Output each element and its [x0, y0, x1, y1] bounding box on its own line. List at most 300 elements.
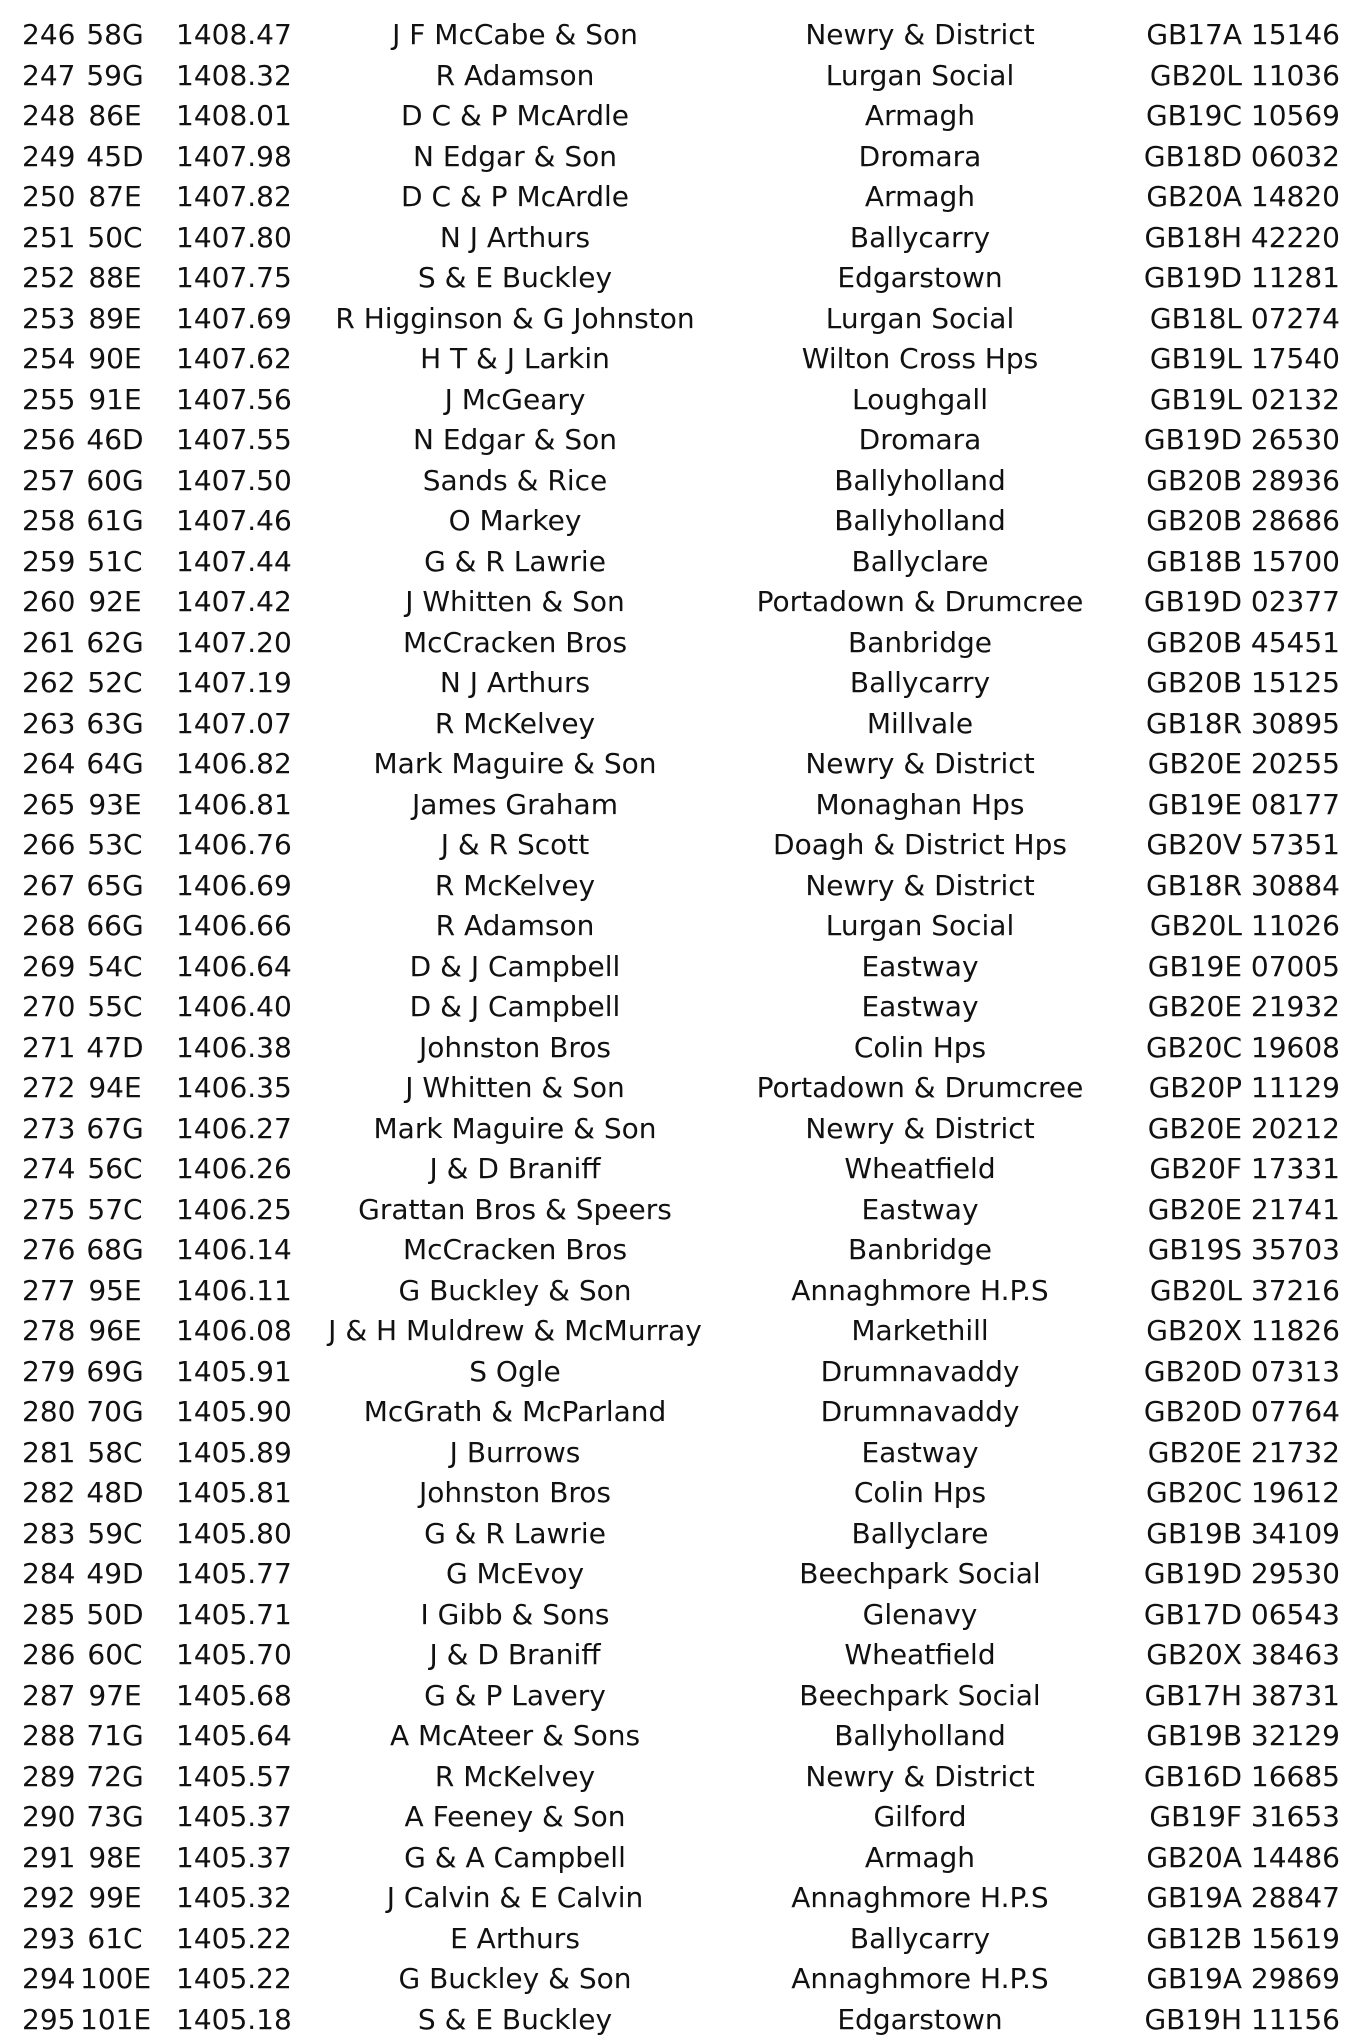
- club-cell: Loughgall: [852, 382, 988, 416]
- velocity-cell: 1407.07: [176, 706, 292, 740]
- position-cell: 290: [22, 1800, 76, 1833]
- section-cell: 47D: [86, 1030, 144, 1064]
- club-cell: Eastway: [861, 1192, 979, 1226]
- club-cell: Banbridge: [848, 1233, 992, 1266]
- fancier-name-cell: J & R Scott: [440, 828, 590, 861]
- table-row: [0, 258, 1361, 299]
- section-cell: 86E: [88, 99, 142, 132]
- club-cell: Dromara: [858, 139, 982, 173]
- table-row: [0, 744, 1361, 785]
- position-cell: 266: [22, 828, 76, 861]
- table-row: [0, 1595, 1361, 1636]
- ring-number-cell: GB18H 42220: [1144, 220, 1340, 254]
- club-cell: Armagh: [864, 180, 976, 213]
- fancier-name-cell: D C & P McArdle: [401, 99, 629, 132]
- fancier-name-cell: N Edgar & Son: [412, 423, 618, 456]
- position-cell: 276: [22, 1233, 76, 1266]
- club-cell: Glenavy: [862, 1597, 978, 1631]
- velocity-cell: 1407.19: [176, 666, 292, 699]
- section-cell: 59G: [86, 58, 144, 92]
- table-row: [0, 1878, 1361, 1919]
- ring-number-cell: GB20V 57351: [1146, 828, 1340, 861]
- fancier-name-cell: A McAteer & Sons: [389, 1719, 641, 1752]
- table-row: [0, 299, 1361, 340]
- ring-number-cell: GB18B 15700: [1146, 544, 1340, 578]
- position-cell: 249: [22, 139, 76, 173]
- fancier-name-cell: G & R Lawrie: [424, 544, 606, 578]
- ring-number-cell: GB19A 28847: [1146, 1881, 1340, 1914]
- club-cell: Millvale: [866, 706, 974, 740]
- velocity-cell: 1405.37: [176, 1840, 292, 1874]
- fancier-name-cell: McCracken Bros: [402, 625, 628, 659]
- ring-number-cell: GB20E 20255: [1147, 747, 1340, 780]
- table-row: [0, 1757, 1361, 1798]
- position-cell: 279: [22, 1354, 76, 1388]
- ring-number-cell: GB20C 19608: [1145, 1030, 1340, 1064]
- velocity-cell: 1407.50: [176, 463, 292, 497]
- section-cell: 49D: [86, 1557, 144, 1590]
- club-cell: Ballycarry: [849, 1921, 991, 1955]
- fancier-name-cell: J Calvin & E Calvin: [386, 1881, 644, 1914]
- club-cell: Beechpark Social: [799, 1678, 1041, 1712]
- table-row: [0, 501, 1361, 542]
- fancier-name-cell: N J Arthurs: [439, 666, 591, 699]
- position-cell: 284: [22, 1557, 76, 1590]
- fancier-name-cell: D C & P McArdle: [401, 180, 629, 213]
- velocity-cell: 1405.68: [176, 1678, 292, 1712]
- table-row: [0, 1028, 1361, 1069]
- club-cell: Edgarstown: [837, 2002, 1003, 2036]
- ring-number-cell: GB20B 28936: [1146, 463, 1340, 497]
- ring-number-cell: GB19E 07005: [1147, 949, 1340, 983]
- table-row: [0, 542, 1361, 583]
- club-cell: Newry & District: [805, 747, 1035, 780]
- table-row: [0, 582, 1361, 623]
- position-cell: 292: [22, 1881, 76, 1914]
- club-cell: Ballycarry: [849, 666, 991, 699]
- velocity-cell: 1408.32: [176, 58, 292, 92]
- ring-number-cell: GB17D 06543: [1143, 1597, 1340, 1631]
- fancier-name-cell: D & J Campbell: [409, 949, 621, 983]
- position-cell: 293: [22, 1921, 76, 1955]
- position-cell: 294: [22, 1962, 76, 1995]
- table-row: [0, 866, 1361, 907]
- table-row: [0, 1068, 1361, 1109]
- table-row: [0, 987, 1361, 1028]
- position-cell: 254: [22, 342, 76, 375]
- table-row: [0, 704, 1361, 745]
- ring-number-cell: GB19A 29869: [1146, 1962, 1340, 1995]
- section-cell: 94E: [88, 1071, 142, 1104]
- position-cell: 273: [22, 1111, 76, 1145]
- table-row: [0, 623, 1361, 664]
- velocity-cell: 1408.01: [176, 99, 292, 132]
- section-cell: 92E: [88, 585, 142, 618]
- section-cell: 45D: [86, 139, 144, 173]
- velocity-cell: 1405.91: [176, 1354, 292, 1388]
- position-cell: 286: [22, 1638, 76, 1671]
- ring-number-cell: GB17H 38731: [1144, 1678, 1340, 1712]
- ring-number-cell: GB19B 32129: [1146, 1719, 1340, 1752]
- position-cell: 278: [22, 1314, 76, 1347]
- velocity-cell: 1406.82: [176, 747, 292, 780]
- velocity-cell: 1405.57: [176, 1759, 292, 1793]
- fancier-name-cell: J Whitten & Son: [405, 585, 625, 618]
- table-row: [0, 420, 1361, 461]
- section-cell: 91E: [88, 382, 142, 416]
- club-cell: Beechpark Social: [799, 1557, 1041, 1590]
- velocity-cell: 1407.44: [176, 544, 292, 578]
- velocity-cell: 1405.18: [176, 2002, 292, 2036]
- position-cell: 281: [22, 1435, 76, 1469]
- velocity-cell: 1405.71: [176, 1597, 292, 1631]
- fancier-name-cell: R McKelvey: [434, 1759, 596, 1793]
- ring-number-cell: GB20F 17331: [1149, 1152, 1340, 1185]
- fancier-name-cell: J McGeary: [444, 382, 586, 416]
- velocity-cell: 1406.81: [176, 787, 292, 821]
- club-cell: Ballyholland: [834, 504, 1006, 537]
- position-cell: 251: [22, 220, 76, 254]
- section-cell: 52C: [87, 666, 143, 699]
- section-cell: 60G: [86, 463, 144, 497]
- table-row: [0, 785, 1361, 826]
- table-row: [0, 15, 1361, 56]
- velocity-cell: 1405.64: [176, 1719, 292, 1752]
- table-row: [0, 1838, 1361, 1879]
- section-cell: 55C: [87, 990, 143, 1023]
- club-cell: Ballycarry: [849, 220, 991, 254]
- table-row: [0, 137, 1361, 178]
- velocity-cell: 1407.62: [176, 342, 292, 375]
- velocity-cell: 1406.69: [176, 868, 292, 902]
- fancier-name-cell: Johnston Bros: [418, 1030, 612, 1064]
- position-cell: 250: [22, 180, 76, 213]
- position-cell: 253: [22, 301, 76, 335]
- table-row: [0, 461, 1361, 502]
- velocity-cell: 1406.40: [176, 990, 292, 1023]
- fancier-name-cell: G & P Lavery: [424, 1678, 606, 1712]
- fancier-name-cell: G & A Campbell: [404, 1840, 626, 1874]
- ring-number-cell: GB19D 26530: [1143, 423, 1340, 456]
- velocity-cell: 1405.89: [176, 1435, 292, 1469]
- position-cell: 265: [22, 787, 76, 821]
- table-row: [0, 56, 1361, 97]
- velocity-cell: 1407.69: [176, 301, 292, 335]
- ring-number-cell: GB18L 07274: [1149, 301, 1340, 335]
- fancier-name-cell: J & D Braniff: [429, 1638, 601, 1671]
- velocity-cell: 1405.70: [176, 1638, 292, 1671]
- table-row: [0, 1919, 1361, 1960]
- fancier-name-cell: McGrath & McParland: [363, 1395, 667, 1428]
- fancier-name-cell: E Arthurs: [450, 1921, 580, 1955]
- fancier-name-cell: O Markey: [448, 504, 582, 537]
- fancier-name-cell: J Burrows: [449, 1435, 581, 1469]
- velocity-cell: 1407.20: [176, 625, 292, 659]
- fancier-name-cell: Grattan Bros & Speers: [358, 1192, 672, 1226]
- ring-number-cell: GB19D 11281: [1143, 261, 1340, 294]
- club-cell: Ballyclare: [851, 544, 989, 578]
- fancier-name-cell: James Graham: [412, 787, 618, 821]
- section-cell: 95E: [88, 1273, 142, 1307]
- ring-number-cell: GB20E 21741: [1147, 1192, 1340, 1226]
- ring-number-cell: GB19L 17540: [1149, 342, 1340, 375]
- ring-number-cell: GB20E 21732: [1147, 1435, 1340, 1469]
- fancier-name-cell: J & D Braniff: [429, 1152, 601, 1185]
- club-cell: Armagh: [864, 1840, 976, 1874]
- section-cell: 93E: [88, 787, 142, 821]
- ring-number-cell: GB20P 11129: [1148, 1071, 1340, 1104]
- position-cell: 289: [22, 1759, 76, 1793]
- section-cell: 65G: [86, 868, 144, 902]
- table-row: [0, 1473, 1361, 1514]
- club-cell: Newry & District: [805, 1111, 1035, 1145]
- section-cell: 71G: [86, 1719, 144, 1752]
- club-cell: Portadown & Drumcree: [756, 1071, 1084, 1104]
- ring-number-cell: GB20E 20212: [1147, 1111, 1340, 1145]
- section-cell: 67G: [86, 1111, 144, 1145]
- section-cell: 89E: [88, 301, 142, 335]
- section-cell: 98E: [88, 1840, 142, 1874]
- velocity-cell: 1405.22: [176, 1921, 292, 1955]
- position-cell: 247: [22, 58, 76, 92]
- club-cell: Newry & District: [805, 1759, 1035, 1793]
- section-cell: 100E: [80, 1962, 152, 1995]
- table-row: [0, 96, 1361, 137]
- club-cell: Wheatfield: [844, 1152, 996, 1185]
- position-cell: 257: [22, 463, 76, 497]
- position-cell: 269: [22, 949, 76, 983]
- ring-number-cell: GB19H 11156: [1144, 2002, 1340, 2036]
- fancier-name-cell: R Higginson & G Johnston: [335, 301, 695, 335]
- position-cell: 246: [22, 18, 76, 51]
- table-row: [0, 218, 1361, 259]
- ring-number-cell: GB19D 02377: [1143, 585, 1340, 618]
- fancier-name-cell: J F McCabe & Son: [392, 18, 638, 51]
- velocity-cell: 1407.80: [176, 220, 292, 254]
- section-cell: 60C: [87, 1638, 143, 1671]
- fancier-name-cell: McCracken Bros: [402, 1233, 628, 1266]
- club-cell: Lurgan Social: [825, 301, 1015, 335]
- velocity-cell: 1407.55: [176, 423, 292, 456]
- position-cell: 258: [22, 504, 76, 537]
- fancier-name-cell: J Whitten & Son: [405, 1071, 625, 1104]
- position-cell: 277: [22, 1273, 76, 1307]
- table-row: [0, 1554, 1361, 1595]
- section-cell: 90E: [88, 342, 142, 375]
- table-row: [0, 1676, 1361, 1717]
- ring-number-cell: GB20D 07313: [1143, 1354, 1340, 1388]
- section-cell: 61C: [87, 1921, 143, 1955]
- table-row: [0, 1311, 1361, 1352]
- velocity-cell: 1406.38: [176, 1030, 292, 1064]
- table-row: [0, 1635, 1361, 1676]
- velocity-cell: 1405.37: [176, 1800, 292, 1833]
- position-cell: 259: [22, 544, 76, 578]
- fancier-name-cell: I Gibb & Sons: [420, 1597, 610, 1631]
- ring-number-cell: GB20A 14486: [1146, 1840, 1340, 1874]
- table-row: [0, 177, 1361, 218]
- position-cell: 280: [22, 1395, 76, 1428]
- position-cell: 282: [22, 1476, 76, 1509]
- position-cell: 288: [22, 1719, 76, 1752]
- ring-number-cell: GB20X 11826: [1146, 1314, 1340, 1347]
- section-cell: 58C: [87, 1435, 143, 1469]
- table-row: [0, 1797, 1361, 1838]
- club-cell: Gilford: [873, 1800, 967, 1833]
- fancier-name-cell: G & R Lawrie: [424, 1516, 606, 1550]
- fancier-name-cell: Mark Maguire & Son: [373, 1111, 657, 1145]
- section-cell: 96E: [88, 1314, 142, 1347]
- club-cell: Annaghmore H.P.S: [791, 1273, 1049, 1307]
- ring-number-cell: GB18R 30895: [1146, 706, 1340, 740]
- ring-number-cell: GB17A 15146: [1146, 18, 1340, 51]
- section-cell: 58G: [86, 18, 144, 51]
- ring-number-cell: GB20C 19612: [1145, 1476, 1340, 1509]
- section-cell: 99E: [88, 1881, 142, 1914]
- fancier-name-cell: N Edgar & Son: [412, 139, 618, 173]
- section-cell: 59C: [87, 1516, 143, 1550]
- position-cell: 274: [22, 1152, 76, 1185]
- table-row: [0, 1392, 1361, 1433]
- section-cell: 63G: [86, 706, 144, 740]
- section-cell: 46D: [86, 423, 144, 456]
- velocity-cell: 1405.22: [176, 1962, 292, 1995]
- position-cell: 261: [22, 625, 76, 659]
- position-cell: 283: [22, 1516, 76, 1550]
- section-cell: 66G: [86, 909, 144, 942]
- position-cell: 248: [22, 99, 76, 132]
- ring-number-cell: GB18D 06032: [1143, 139, 1340, 173]
- position-cell: 295: [22, 2002, 76, 2036]
- velocity-cell: 1406.76: [176, 828, 292, 861]
- velocity-cell: 1406.66: [176, 909, 292, 942]
- position-cell: 252: [22, 261, 76, 294]
- club-cell: Drumnavaddy: [820, 1354, 1020, 1388]
- club-cell: Newry & District: [805, 868, 1035, 902]
- ring-number-cell: GB19D 29530: [1143, 1557, 1340, 1590]
- club-cell: Drumnavaddy: [820, 1395, 1020, 1428]
- section-cell: 54C: [87, 949, 143, 983]
- club-cell: Dromara: [858, 423, 982, 456]
- velocity-cell: 1407.75: [176, 261, 292, 294]
- section-cell: 57C: [87, 1192, 143, 1226]
- ring-number-cell: GB20L 11036: [1149, 58, 1340, 92]
- ring-number-cell: GB19B 34109: [1146, 1516, 1340, 1550]
- club-cell: Ballyclare: [851, 1516, 989, 1550]
- ring-number-cell: GB20B 15125: [1146, 666, 1340, 699]
- ring-number-cell: GB20D 07764: [1143, 1395, 1340, 1428]
- velocity-cell: 1408.47: [176, 18, 292, 51]
- velocity-cell: 1406.11: [176, 1273, 292, 1307]
- table-row: [0, 2000, 1361, 2041]
- table-row: [0, 1271, 1361, 1312]
- ring-number-cell: GB19S 35703: [1147, 1233, 1340, 1266]
- velocity-cell: 1406.08: [176, 1314, 292, 1347]
- ring-number-cell: GB19F 31653: [1149, 1800, 1340, 1833]
- club-cell: Eastway: [861, 949, 979, 983]
- club-cell: Newry & District: [805, 18, 1035, 51]
- section-cell: 72G: [86, 1759, 144, 1793]
- fancier-name-cell: G Buckley & Son: [398, 1273, 632, 1307]
- fancier-name-cell: D & J Campbell: [409, 990, 621, 1023]
- table-row: [0, 1716, 1361, 1757]
- fancier-name-cell: Mark Maguire & Son: [373, 747, 657, 780]
- position-cell: 268: [22, 909, 76, 942]
- results-table: [0, 15, 1361, 2040]
- table-row: [0, 1230, 1361, 1271]
- club-cell: Doagh & District Hps: [773, 828, 1067, 861]
- position-cell: 267: [22, 868, 76, 902]
- fancier-name-cell: N J Arthurs: [439, 220, 591, 254]
- club-cell: Annaghmore H.P.S: [791, 1881, 1049, 1914]
- club-cell: Edgarstown: [837, 261, 1003, 294]
- table-row: [0, 825, 1361, 866]
- ring-number-cell: GB20A 14820: [1146, 180, 1340, 213]
- table-row: [0, 380, 1361, 421]
- position-cell: 270: [22, 990, 76, 1023]
- table-row: [0, 947, 1361, 988]
- position-cell: 260: [22, 585, 76, 618]
- ring-number-cell: GB19E 08177: [1147, 787, 1340, 821]
- ring-number-cell: GB20L 11026: [1149, 909, 1340, 942]
- position-cell: 272: [22, 1071, 76, 1104]
- ring-number-cell: GB16D 16685: [1143, 1759, 1340, 1793]
- velocity-cell: 1406.26: [176, 1152, 292, 1185]
- section-cell: 64G: [86, 747, 144, 780]
- velocity-cell: 1407.42: [176, 585, 292, 618]
- section-cell: 101E: [80, 2002, 152, 2036]
- fancier-name-cell: R McKelvey: [434, 706, 596, 740]
- velocity-cell: 1406.64: [176, 949, 292, 983]
- position-cell: 262: [22, 666, 76, 699]
- position-cell: 291: [22, 1840, 76, 1874]
- section-cell: 50C: [87, 220, 143, 254]
- section-cell: 88E: [88, 261, 142, 294]
- club-cell: Portadown & Drumcree: [756, 585, 1084, 618]
- velocity-cell: 1406.27: [176, 1111, 292, 1145]
- club-cell: Wilton Cross Hps: [801, 342, 1039, 375]
- fancier-name-cell: G McEvoy: [445, 1557, 585, 1590]
- fancier-name-cell: R McKelvey: [434, 868, 596, 902]
- velocity-cell: 1406.25: [176, 1192, 292, 1226]
- section-cell: 56C: [87, 1152, 143, 1185]
- table-row: [0, 339, 1361, 380]
- ring-number-cell: GB20L 37216: [1149, 1273, 1340, 1307]
- fancier-name-cell: Johnston Bros: [418, 1476, 612, 1509]
- ring-number-cell: GB12B 15619: [1146, 1921, 1340, 1955]
- club-cell: Ballyholland: [834, 1719, 1006, 1752]
- velocity-cell: 1406.35: [176, 1071, 292, 1104]
- ring-number-cell: GB19C 10569: [1145, 99, 1340, 132]
- club-cell: Colin Hps: [853, 1476, 987, 1509]
- position-cell: 255: [22, 382, 76, 416]
- section-cell: 97E: [88, 1678, 142, 1712]
- ring-number-cell: GB20E 21932: [1147, 990, 1340, 1023]
- velocity-cell: 1405.90: [176, 1395, 292, 1428]
- position-cell: 263: [22, 706, 76, 740]
- table-row: [0, 1149, 1361, 1190]
- table-row: [0, 663, 1361, 704]
- velocity-cell: 1406.14: [176, 1233, 292, 1266]
- ring-number-cell: GB20X 38463: [1146, 1638, 1340, 1671]
- position-cell: 287: [22, 1678, 76, 1712]
- velocity-cell: 1407.98: [176, 139, 292, 173]
- fancier-name-cell: R Adamson: [435, 909, 595, 942]
- velocity-cell: 1405.77: [176, 1557, 292, 1590]
- section-cell: 48D: [86, 1476, 144, 1509]
- fancier-name-cell: R Adamson: [435, 58, 595, 92]
- table-row: [0, 1514, 1361, 1555]
